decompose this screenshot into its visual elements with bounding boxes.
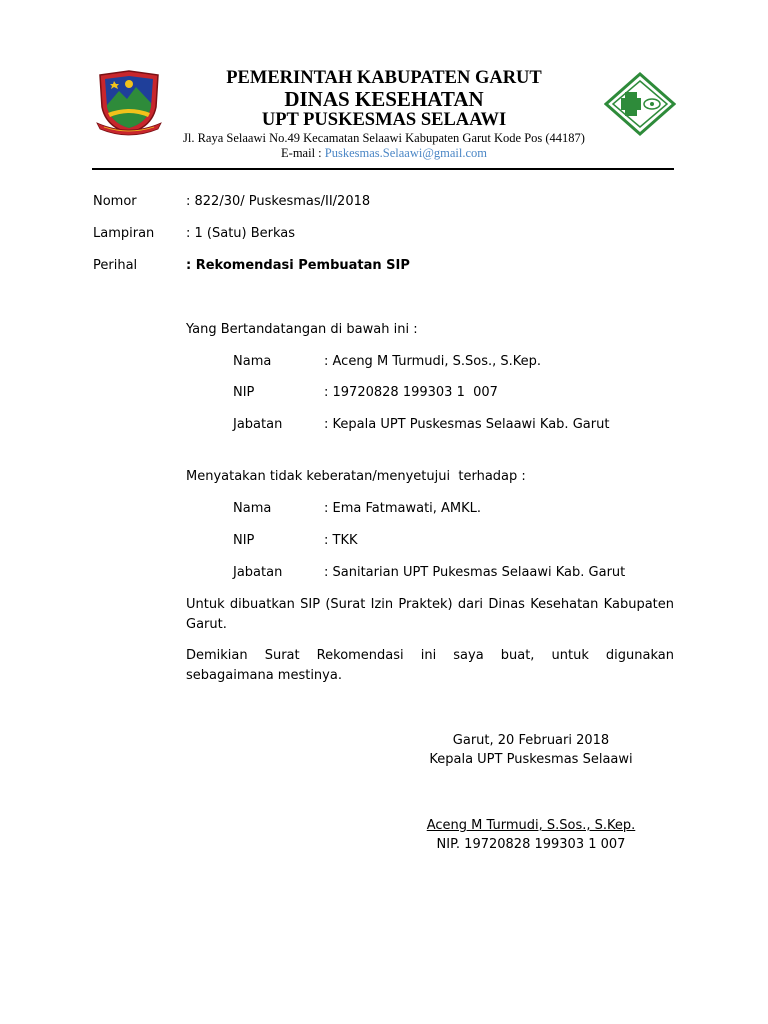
email-link[interactable]: Puskesmas.Selaawi@gmail.com	[324, 146, 487, 160]
subject-position-label: Jabatan	[233, 565, 283, 580]
signer-position-value: : Kepala UPT Puskesmas Selaawi Kab. Garut	[324, 417, 610, 432]
letterhead-divider	[92, 168, 674, 170]
signature-name: Aceng M Turmudi, S.Sos., S.Kep.	[426, 818, 636, 833]
signer-position-label: Jabatan	[233, 417, 283, 432]
letterhead	[150, 68, 618, 161]
subject-position-value: : Sanitarian UPT Pukesmas Selaawi Kab. Garut	[324, 565, 626, 580]
signature-block	[400, 731, 662, 769]
signature-nip: NIP. 19720828 199303 1 007	[436, 837, 626, 852]
statement-line: Menyatakan tidak keberatan/menyetujui terhadap :	[186, 469, 526, 484]
signer-name-value: : Aceng M Turmudi, S.Sos., S.Kep.	[324, 354, 542, 369]
signer-nip-value: : 19720828 199303 1 007	[324, 385, 498, 400]
email-line	[150, 146, 618, 161]
signer-position-title: Kepala UPT Puskesmas Selaawi	[429, 752, 633, 767]
body-paragraph-closing: Demikian Surat Rekomendasi ini saya buat, untuk digunakan sebagaimana mestinya.	[186, 648, 674, 683]
signer-nip-label: NIP	[233, 385, 255, 400]
lampiran-label: Lampiran	[93, 226, 155, 241]
subject-name-value: : Ema Fatmawati, AMKL.	[324, 501, 482, 516]
subject-nip-label: NIP	[233, 533, 255, 548]
place-date: Garut, 20 Februari 2018	[452, 733, 610, 748]
unit-title: UPT PUSKESMAS SELAAWI	[261, 110, 507, 130]
puskesmas-logo-icon	[604, 72, 676, 136]
address-line: Jl. Raya Selaawi No.49 Kecamatan Selaawi Kabupaten Garut Kode Pos (44187)	[183, 131, 585, 145]
subject-nip-value: : TKK	[324, 533, 358, 548]
perihal-label: Perihal	[93, 258, 138, 273]
government-title: PEMERINTAH KABUPATEN GARUT	[226, 68, 542, 88]
email-label: E-mail :	[281, 146, 325, 160]
signer-intro: Yang Bertandatangan di bawah ini :	[186, 322, 418, 337]
perihal-value: : Rekomendasi Pembuatan SIP	[186, 258, 410, 273]
subject-name-label: Nama	[233, 501, 272, 516]
lampiran-value: : 1 (Satu) Berkas	[186, 226, 296, 241]
signer-name-label: Nama	[233, 354, 272, 369]
body-paragraph-purpose: Untuk dibuatkan SIP (Surat Izin Praktek) dari Dinas Kesehatan Kabupaten Garut.	[186, 597, 674, 632]
nomor-value: : 822/30/ Puskesmas/II/2018	[186, 194, 371, 209]
signature-name-block	[400, 816, 662, 854]
agency-title: DINAS KESEHATAN	[284, 87, 484, 111]
nomor-label: Nomor	[93, 194, 137, 209]
